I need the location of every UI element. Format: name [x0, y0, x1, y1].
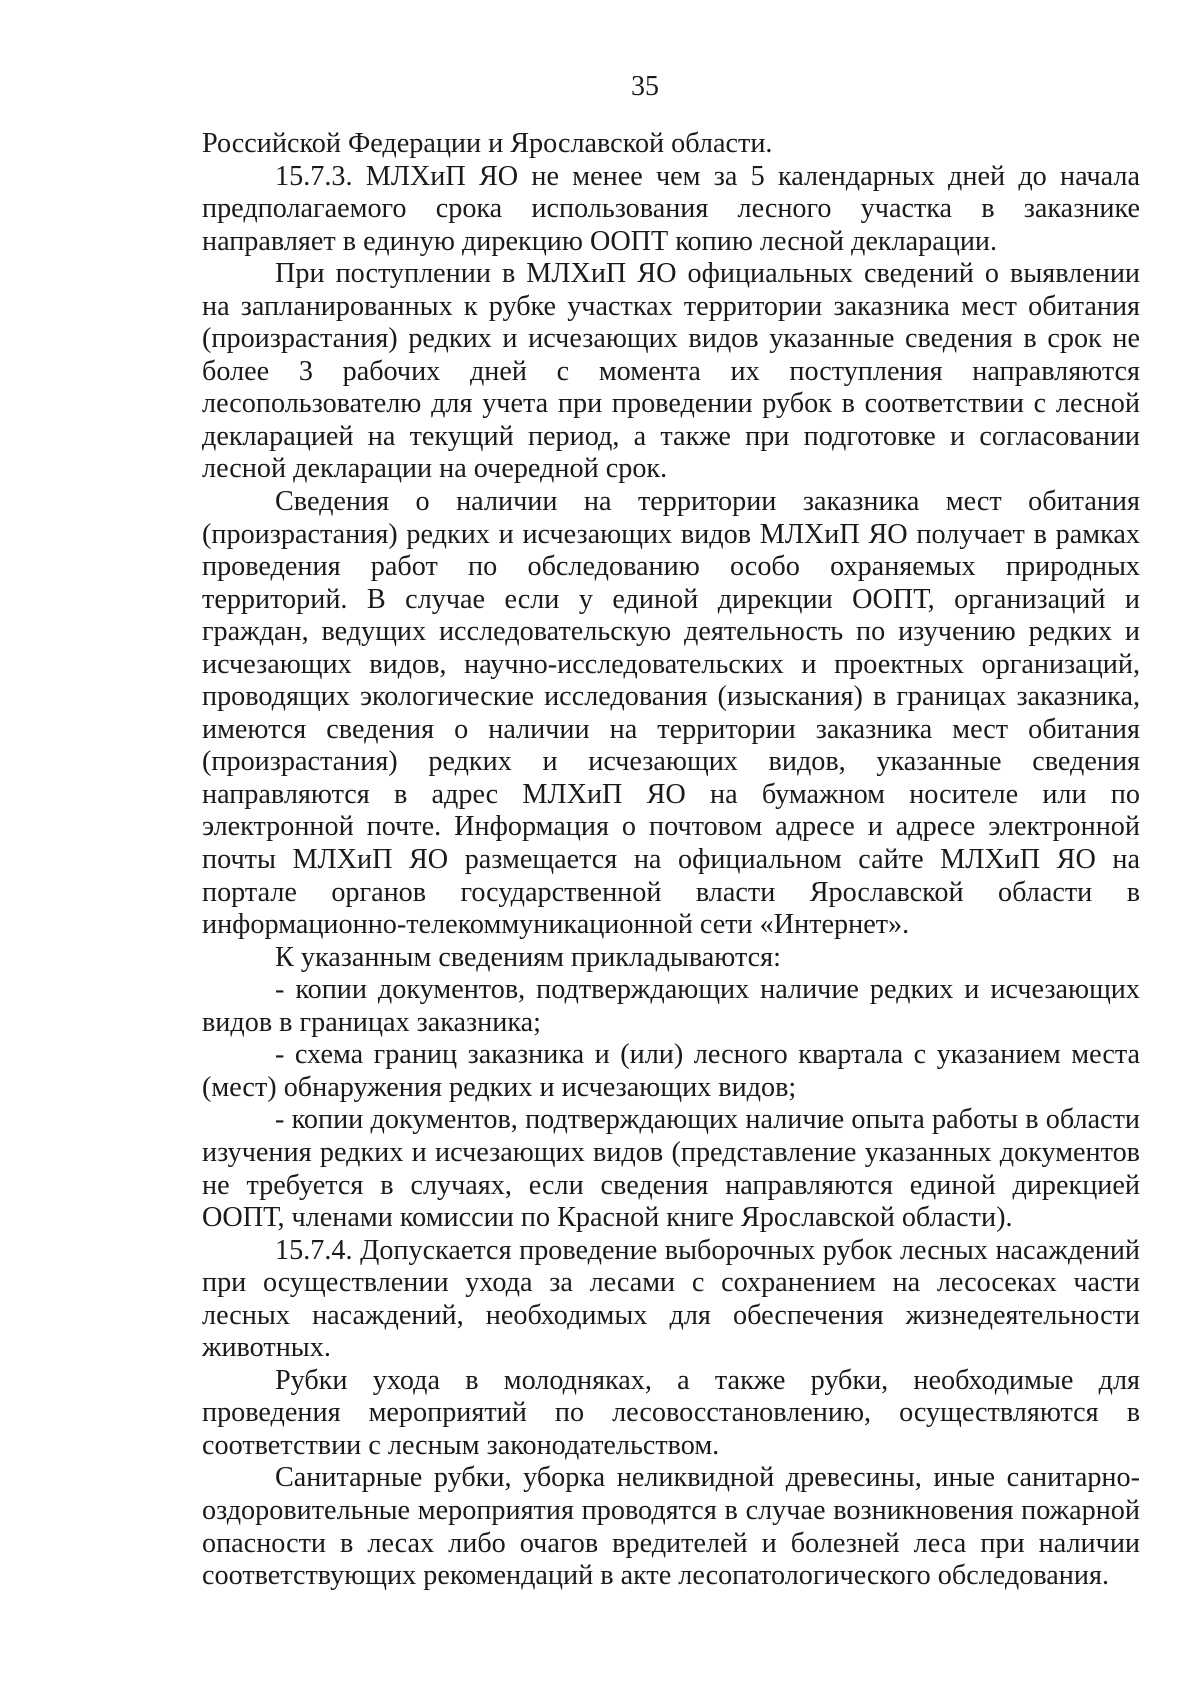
paragraph-receipt-of-information: При поступлении в МЛХиП ЯО официальных сведений о выявлении на запланированных к рубке участках территории заказника мест обитания (произрастания) редких и исчезающих видов указанные сведения в срок не более 3 рабочих дней с момента их поступления направляются лесопользователю для учета при проведении рубок в соответствии с лесной декларацией на текущий период, а также при подготовке и согласовании лесной декларации на очередной срок.: [202, 258, 1140, 485]
paragraph-thinning-cuttings: Рубки ухода в молодняках, а также рубки, необходимые для проведения мероприятий по лесовосстановлению, осуществляются в соответствии с лесным законодательством.: [202, 1364, 1140, 1461]
paragraph-15-7-4: 15.7.4. Допускается проведение выборочных рубок лесных насаждений при осуществлении ухода за лесами с сохранением на лесосеках части лесных насаждений, необходимых для обеспечения жизнедеятельности животных.: [202, 1234, 1140, 1364]
paragraph-sanitary-cuttings: Санитарные рубки, уборка неликвидной древесины, иные санитарно-оздоровительные мероприятия проводятся в случае возникновения пожарной опасности в лесах либо очагов вредителей и болезней леса при наличии соответствующих рекомендаций в акте лесопатологического обследования.: [202, 1462, 1140, 1592]
document-body: [202, 128, 1140, 1593]
paragraph-attachments-intro: К указанным сведениям прикладываются:: [275, 941, 781, 973]
list-item-experience-documents: - копии документов, подтверждающих наличие опыта работы в области изучения редких и исчезающих видов (представление указанных документов не требуется в случаях, если сведения направляются единой дирекцией ООПТ, членами комиссии по Красной книге Ярославской области).: [202, 1104, 1140, 1234]
paragraph-continuation: Российской Федерации и Ярославской области.: [202, 128, 773, 159]
paragraph-information-sources: Сведения о наличии на территории заказника мест обитания (произрастания) редких и исчезающих видов МЛХиП ЯО получает в рамках проведения работ по обследованию особо охраняемых природных территорий. В случае если у единой дирекции ООПТ, организаций и граждан, ведущих исследовательскую деятельность по изучению редких и исчезающих видов, научно-исследовательских и проектных организаций, проводящих экологические исследования (изыскания) в границах заказника, имеются сведения о наличии на территории заказника мест обитания (произрастания) редких и исчезающих видов, указанные сведения направляются в адрес МЛХиП ЯО на бумажном носителе или по электронной почте. Информация о почтовом адресе и адресе электронной почты МЛХиП ЯО размещается на официальном сайте МЛХиП ЯО на портале органов государственной власти Ярославской области в информационно-телекоммуникационной сети «Интернет».: [202, 486, 1140, 941]
paragraph-15-7-3: 15.7.3. МЛХиП ЯО не менее чем за 5 календарных дней до начала предполагаемого срока использования лесного участка в заказнике направляет в единую дирекцию ООПТ копию лесной декларации.: [202, 160, 1140, 257]
page-number: 35: [631, 71, 659, 102]
list-item-boundary-scheme: - схема границ заказника и (или) лесного квартала с указанием места (мест) обнаружения редких и исчезающих видов;: [202, 1039, 1140, 1103]
list-item-document-copies: - копии документов, подтверждающих наличие редких и исчезающих видов в границах заказника;: [202, 974, 1140, 1038]
